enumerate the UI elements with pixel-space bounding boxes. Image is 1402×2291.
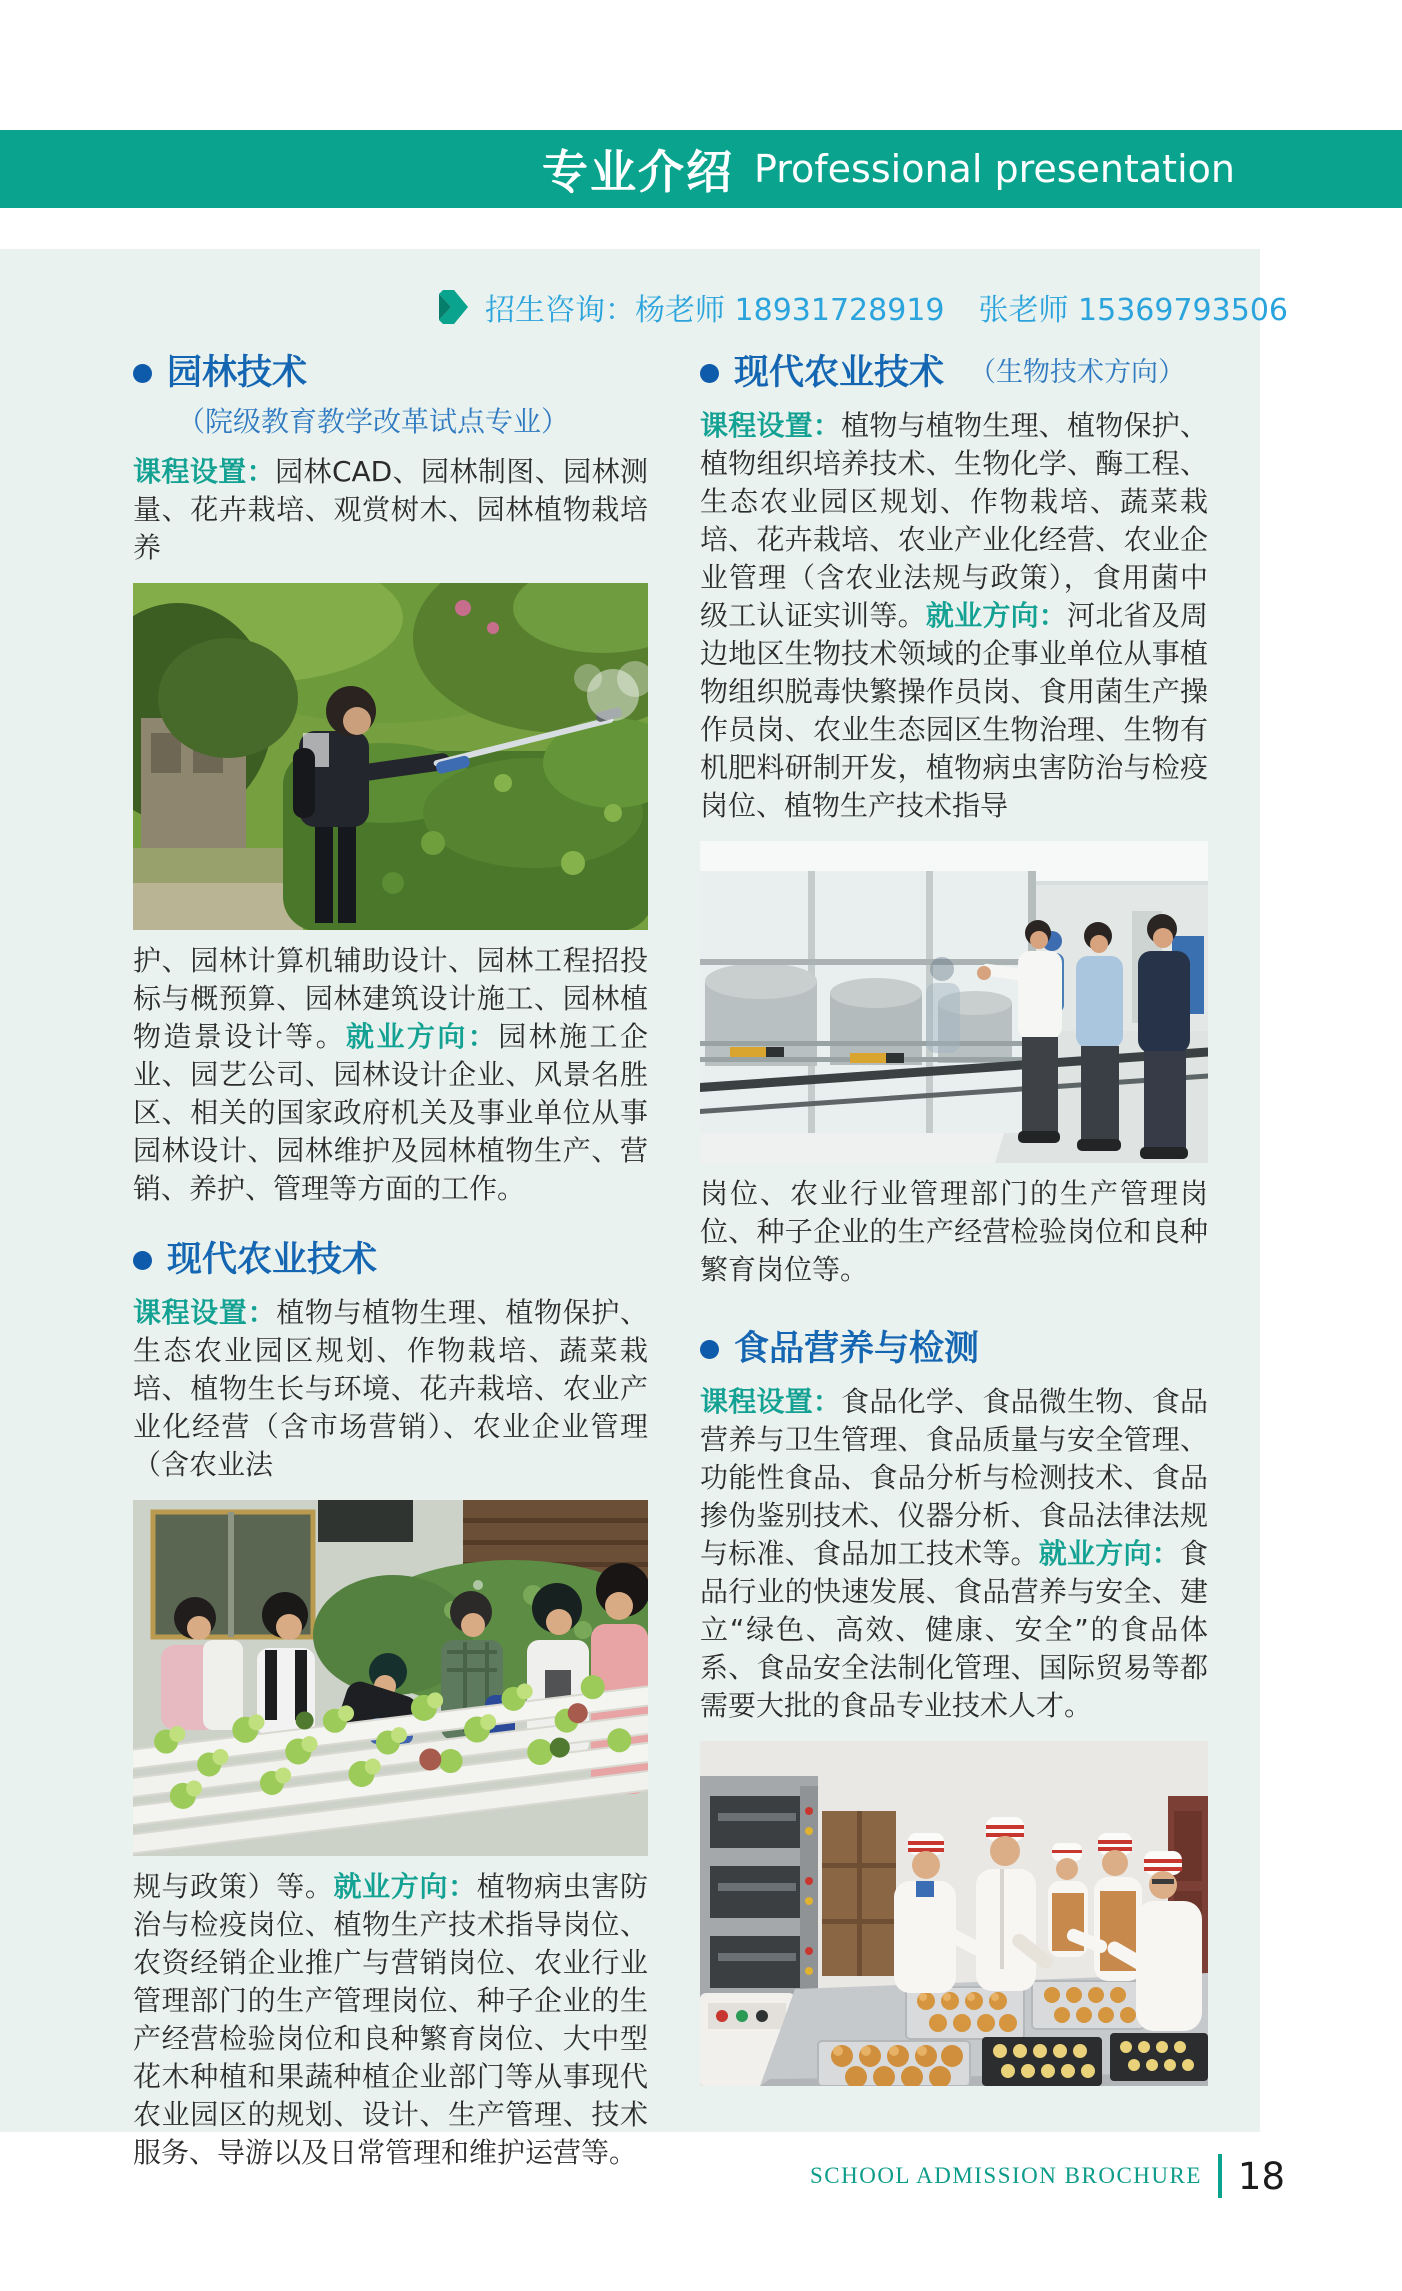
course-text: 植物与植物生理、植物保护、生态农业园区规划、作物栽培、蔬菜栽培、植物生长与环境、花卉栽培、农业产业化经营（含市场营销）、农业企业管理（含农业法 — [133, 1296, 648, 1481]
two-column-layout — [133, 351, 1260, 2172]
contact-teacher-2: 张老师 15369793506 — [978, 293, 1288, 328]
job-label: 就业方向： — [333, 1870, 477, 1903]
biotech-course-paragraph — [700, 407, 1208, 825]
bullet-icon — [700, 364, 719, 383]
section-title-text: 现代农业技术 — [167, 1240, 378, 1280]
course-label: 课程设置： — [700, 409, 842, 442]
job-label: 就业方向： — [346, 1020, 499, 1053]
section-title-text: 园林技术 — [167, 353, 308, 393]
job-text: 植物病虫害防治与检疫岗位、植物生产技术指导岗位、农资经销企业推广与营销岗位、农业行业管理部门的生产管理岗位、种子企业的生产经营检验岗位和良种繁育岗位、大中型花木种植和果蔬种植企业部门等从事现代农业园区的规划、设计、生产管理、技术服务、导游以及日常管理和维护运营等。 — [133, 1870, 648, 2169]
course-text: 食品化学、食品微生物、食品营养与卫生管理、食品质量与安全管理、功能性食品、食品分析与检测技术、食品掺伪鉴别技术、仪器分析、食品法律法规与标准、食品加工技术等。 — [700, 1385, 1208, 1570]
section-title-food — [700, 1327, 1208, 1371]
section-title-text: 食品营养与检测 — [734, 1329, 980, 1369]
production-line-visit-photo — [700, 841, 1208, 1163]
job-label: 就业方向： — [1038, 1537, 1180, 1570]
section-title-text: 现代农业技术 — [734, 353, 945, 393]
page-number: 18 — [1237, 2154, 1285, 2198]
page-header-band — [0, 130, 1402, 208]
hydroponics-photo — [133, 1500, 648, 1856]
course-label: 课程设置： — [700, 1385, 842, 1418]
footer-brochure-text: SCHOOL ADMISSION BROCHURE — [809, 2163, 1202, 2188]
page-title-english: Professional presentation — [754, 147, 1235, 191]
contact-teacher-1: 杨老师 18931728919 — [635, 293, 945, 328]
job-text-continued: 岗位、农业行业管理部门的生产管理岗位、种子企业的生产经营检验岗位和良种繁育岗位等。 — [700, 1177, 1208, 1286]
ribbon-arrow-icon — [437, 288, 469, 326]
course-label: 课程设置： — [133, 455, 276, 488]
job-text: 园林施工企业、园艺公司、园林设计企业、风景名胜区、相关的国家政府机关及事业单位从事园林设计、园林维护及园林植物生产、营销、养护、管理等方面的工作。 — [133, 1020, 648, 1205]
bakery-practice-photo — [700, 1741, 1208, 2086]
section-title-garden — [133, 351, 648, 395]
course-text-continued: 护、园林计算机辅助设计、园林工程招投标与概预算、园林建筑设计施工、园林植物造景设计等。 — [133, 944, 648, 1053]
course-label: 课程设置： — [133, 1296, 277, 1329]
course-text: 植物与植物生理、植物保护、植物组织培养技术、生物化学、酶工程、生态农业园区规划、作物栽培、蔬菜栽培、花卉栽培、农业产业化经营、农业企业管理（含农业法规与政策），食用菌中级工认证实训等。 — [700, 409, 1208, 632]
page-title: 专业介绍 — [542, 145, 734, 199]
hedge-spraying-photo — [133, 583, 648, 930]
left-column — [133, 351, 648, 2172]
biotech-job-paragraph — [700, 1175, 1208, 1289]
content-panel — [0, 249, 1288, 2169]
garden-course-paragraph — [133, 453, 648, 567]
job-text: 河北省及周边地区生物技术领域的企事业单位从事植物组织脱毒快繁操作员岗、食用菌生产操作员岗、农业生态园区生物治理、生物有机肥料研制开发，植物病虫害防治与检疫岗位、植物生产技术指导 — [700, 599, 1208, 822]
bullet-icon — [700, 1340, 719, 1359]
production-line-photo-illustration — [700, 841, 1208, 1163]
bakery-photo-illustration — [700, 1741, 1208, 2086]
section-subtitle-inline: （生物技术方向） — [969, 357, 1186, 388]
modern-agri-course-paragraph — [133, 1294, 648, 1484]
job-text: 食品行业的快速发展、食品营养与安全、建立“绿色、高效、健康、安全”的食品体系、食品安全法制化管理、国际贸易等都需要大批的食品专业技术人才。 — [700, 1537, 1208, 1722]
food-course-paragraph — [700, 1383, 1208, 1725]
hydroponics-photo-illustration — [133, 1500, 648, 1856]
bullet-icon — [133, 1251, 152, 1270]
garden-job-paragraph — [133, 942, 648, 1208]
hedge-spraying-photo-illustration — [133, 583, 648, 930]
modern-agri-job-paragraph — [133, 1868, 648, 2172]
bullet-icon — [133, 364, 152, 383]
course-text-continued: 规与政策）等。 — [133, 1870, 334, 1903]
page-footer — [810, 2150, 1285, 2202]
admissions-contact-line — [437, 285, 1288, 329]
job-label: 就业方向： — [925, 599, 1068, 632]
course-text: 园林CAD、园林制图、园林测量、花卉栽培、观赏树木、园林植物栽培养 — [133, 455, 648, 564]
section-title-biotech — [700, 351, 1208, 395]
section-title-modern-agri — [133, 1238, 648, 1282]
right-column — [700, 351, 1208, 2172]
contact-label: 招生咨询： — [485, 293, 635, 328]
section-subtitle-garden: （院级教育教学改革试点专业） — [177, 405, 570, 438]
footer-divider — [1218, 2154, 1222, 2198]
